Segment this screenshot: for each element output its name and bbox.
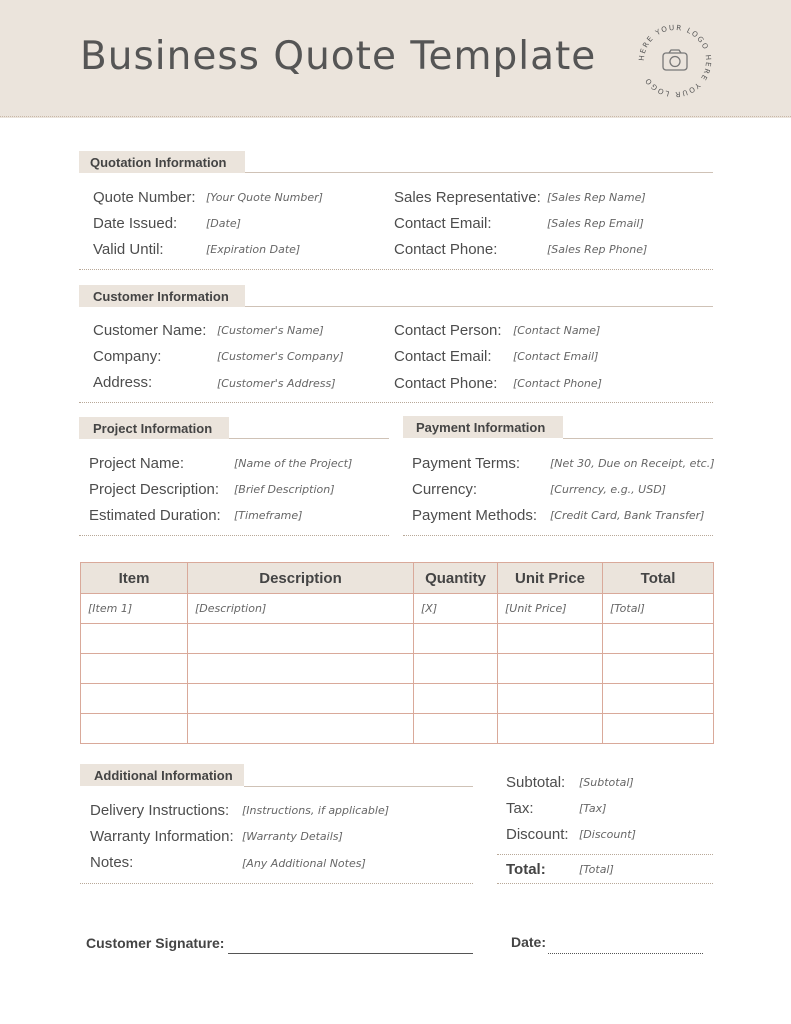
section-bottom-rule: [403, 535, 713, 536]
table-cell[interactable]: [81, 714, 188, 744]
table-cell[interactable]: [Unit Price]: [498, 594, 603, 624]
table-cell[interactable]: [81, 624, 188, 654]
valid-until-label: Valid Until:: [93, 241, 164, 258]
customer-signature-line[interactable]: [228, 953, 473, 954]
section-payment-information: Payment Information: [403, 416, 563, 438]
table-cell[interactable]: [81, 654, 188, 684]
table-cell[interactable]: [188, 714, 414, 744]
table-row: [81, 624, 714, 654]
delivery-instructions-label: Delivery Instructions:: [90, 802, 230, 819]
table-cell[interactable]: [498, 654, 603, 684]
items-table: [80, 562, 714, 744]
section-rule: [563, 438, 713, 439]
contact-person-label: Contact Person:: [394, 322, 502, 339]
date-issued-value: [Date]: [206, 217, 241, 230]
delivery-instructions-value: [Instructions, if applicable]: [242, 804, 390, 817]
project-name-value: [Name of the Project]: [234, 457, 353, 470]
page-title: Business Quote Template: [80, 34, 597, 79]
table-cell[interactable]: [603, 654, 714, 684]
contact-phone-label: Contact Phone:: [394, 375, 498, 392]
payment-methods-value: [Credit Card, Bank Transfer]: [550, 509, 705, 522]
table-cell[interactable]: [414, 714, 498, 744]
quote-number-label: Quote Number:: [93, 189, 196, 206]
table-cell[interactable]: [414, 624, 498, 654]
table-row: [81, 594, 714, 624]
table-header-row: [81, 563, 714, 594]
table-cell[interactable]: [498, 714, 603, 744]
section-additional-information: Additional Information: [80, 764, 244, 786]
table-cell[interactable]: [603, 714, 714, 744]
table-cell[interactable]: [Description]: [188, 594, 414, 624]
subtotal-value: [Subtotal]: [579, 776, 634, 789]
estimated-duration-value: [Timeframe]: [234, 509, 303, 522]
camera-icon: [663, 50, 687, 70]
table-cell[interactable]: [81, 684, 188, 714]
table-cell[interactable]: [Item 1]: [81, 594, 188, 624]
sales-phone-value: [Sales Rep Phone]: [547, 243, 648, 256]
discount-value: [Discount]: [579, 828, 636, 841]
table-cell[interactable]: [188, 684, 414, 714]
tax-label: Tax:: [506, 800, 534, 817]
valid-until-value: [Expiration Date]: [206, 243, 301, 256]
warranty-information-label: Warranty Information:: [90, 828, 234, 845]
table-cell[interactable]: [603, 624, 714, 654]
estimated-duration-label: Estimated Duration:: [89, 507, 221, 524]
section-rule: [229, 438, 389, 439]
table-cell[interactable]: [X]: [414, 594, 498, 624]
column-header-item: Item: [81, 563, 188, 594]
totals-divider: [497, 854, 713, 855]
total-label: Total:: [506, 861, 546, 878]
table-cell[interactable]: [188, 624, 414, 654]
logo-text: HERE YOUR LOGO HERE YOUR LOGO: [636, 22, 714, 100]
warranty-information-value: [Warranty Details]: [242, 830, 343, 843]
table-cell[interactable]: [188, 654, 414, 684]
date-label: Date:: [511, 934, 547, 950]
contact-phone-value: [Contact Phone]: [513, 377, 602, 390]
contact-person-value: [Contact Name]: [513, 324, 601, 337]
section-bottom-rule: [79, 535, 389, 536]
address-value: [Customer's Address]: [217, 377, 336, 390]
payment-methods-label: Payment Methods:: [412, 507, 538, 524]
table-row: [81, 684, 714, 714]
subtotal-label: Subtotal:: [506, 774, 566, 791]
section-bottom-rule: [80, 883, 473, 884]
date-issued-label: Date Issued:: [93, 215, 178, 232]
section-bottom-rule: [79, 269, 713, 270]
totals-bottom-rule: [497, 883, 713, 884]
tax-value: [Tax]: [579, 802, 607, 815]
notes-label: Notes:: [90, 854, 134, 871]
table-cell[interactable]: [498, 624, 603, 654]
date-signature-line[interactable]: [548, 953, 703, 954]
sales-email-label: Contact Email:: [394, 215, 492, 232]
header-divider: [0, 116, 791, 117]
table-cell[interactable]: [603, 684, 714, 714]
company-value: [Customer's Company]: [217, 350, 344, 363]
customer-name-label: Customer Name:: [93, 322, 207, 339]
sales-rep-label: Sales Representative:: [394, 189, 541, 206]
section-rule: [245, 306, 713, 307]
section-rule: [245, 172, 713, 173]
project-description-value: [Brief Description]: [234, 483, 335, 496]
payment-terms-label: Payment Terms:: [412, 455, 521, 472]
address-label: Address:: [93, 374, 153, 391]
table-cell[interactable]: [414, 654, 498, 684]
table-cell[interactable]: [498, 684, 603, 714]
section-quotation-information: Quotation Information: [79, 151, 245, 173]
table-row: [81, 714, 714, 744]
sales-email-value: [Sales Rep Email]: [547, 217, 644, 230]
column-header-unit-price: Unit Price: [498, 563, 603, 594]
section-project-information: Project Information: [79, 417, 229, 439]
customer-signature-label: Customer Signature:: [86, 935, 225, 951]
quote-number-value: [Your Quote Number]: [206, 191, 323, 204]
table-cell[interactable]: [414, 684, 498, 714]
table-cell[interactable]: [Total]: [603, 594, 714, 624]
svg-text:HERE YOUR LOGO HERE YOUR LOGO: [637, 23, 713, 99]
project-name-label: Project Name:: [89, 455, 185, 472]
currency-label: Currency:: [412, 481, 478, 498]
payment-terms-value: [Net 30, Due on Receipt, etc.]: [550, 457, 715, 470]
sales-phone-label: Contact Phone:: [394, 241, 498, 258]
section-customer-information: Customer Information: [79, 285, 245, 307]
table-row: [81, 654, 714, 684]
currency-value: [Currency, e.g., USD]: [550, 483, 666, 496]
total-value: [Total]: [579, 863, 614, 876]
logo-placeholder: [634, 20, 716, 102]
contact-email-label: Contact Email:: [394, 348, 492, 365]
customer-name-value: [Customer's Name]: [217, 324, 324, 337]
project-description-label: Project Description:: [89, 481, 220, 498]
column-header-quantity: Quantity: [414, 563, 498, 594]
column-header-total: Total: [603, 563, 714, 594]
column-header-description: Description: [188, 563, 414, 594]
section-rule: [244, 786, 473, 787]
section-bottom-rule: [79, 402, 713, 403]
company-label: Company:: [93, 348, 162, 365]
discount-label: Discount:: [506, 826, 569, 843]
contact-email-value: [Contact Email]: [513, 350, 599, 363]
notes-value: [Any Additional Notes]: [242, 857, 366, 870]
sales-rep-value: [Sales Rep Name]: [547, 191, 646, 204]
